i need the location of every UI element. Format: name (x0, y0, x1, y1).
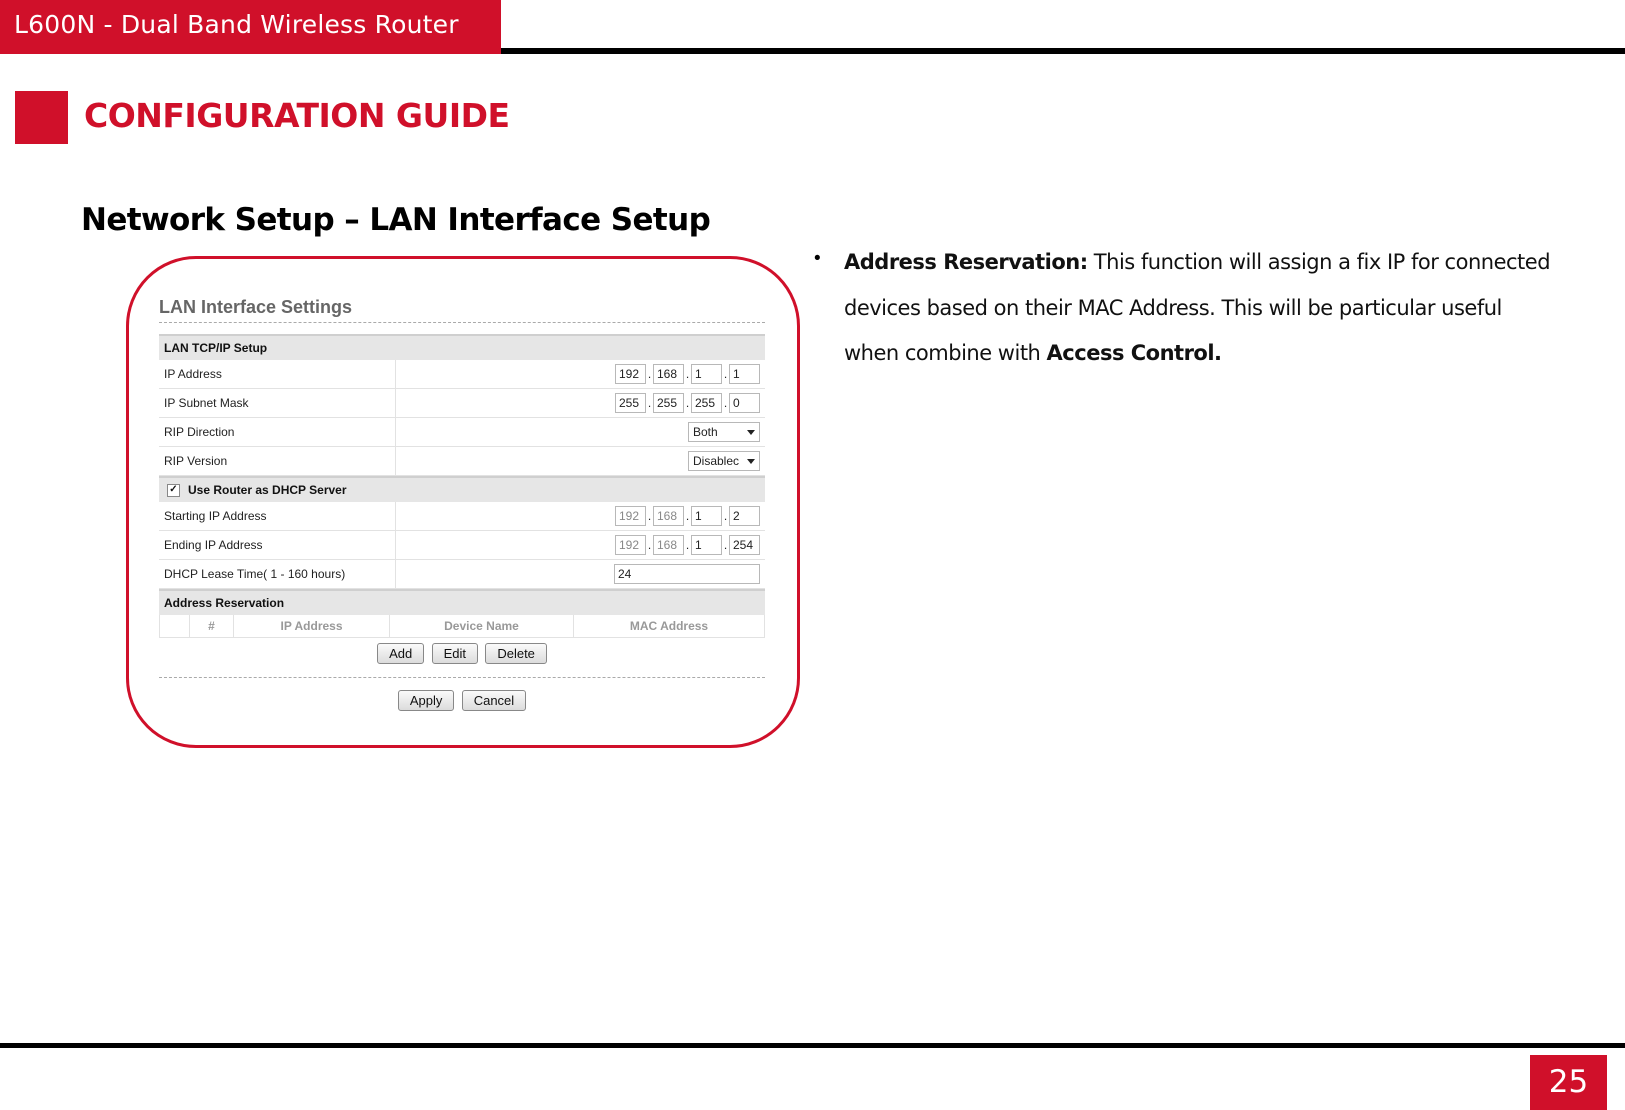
rip-version-value: Disablec (693, 454, 740, 468)
lease-time-label: DHCP Lease Time( 1 - 160 hours) (159, 560, 396, 588)
desc-line-1: This function will assign a fix IP for connected (1087, 250, 1551, 274)
add-button[interactable]: Add (377, 643, 424, 664)
ip-address-row: IP Address 192 . 168 . 1 . 1 (159, 360, 765, 389)
start-ip-label: Starting IP Address (159, 502, 396, 530)
divider (159, 322, 765, 323)
end-ip-octet-4[interactable]: 254 (729, 535, 760, 555)
res-col-device: Device Name (389, 615, 573, 637)
edit-button[interactable]: Edit (432, 643, 478, 664)
rip-direction-select[interactable] (688, 422, 760, 442)
end-ip-row: Ending IP Address 192 . 168 . 1 . 254 (159, 531, 765, 560)
start-ip-octet-1: 192 (615, 506, 646, 526)
ip-octet-3[interactable]: 1 (691, 364, 722, 384)
rip-version-row (159, 447, 765, 476)
bullet-icon: • (814, 248, 821, 269)
header-rule (501, 48, 1625, 54)
section-title: Network Setup – LAN Interface Setup (81, 202, 711, 238)
divider (159, 677, 765, 678)
cancel-button[interactable]: Cancel (462, 690, 526, 711)
lan-settings-panel (159, 295, 765, 711)
desc-line-2: devices based on their MAC Address. This will be particular useful (844, 295, 1502, 320)
subnet-mask-row: IP Subnet Mask 255 . 255 . 255 . 0 (159, 389, 765, 418)
panel-title: LAN Interface Settings (159, 297, 353, 317)
apply-button[interactable]: Apply (398, 690, 455, 711)
reservation-section-header: Address Reservation (159, 589, 765, 615)
subnet-mask-label: IP Subnet Mask (159, 389, 396, 417)
lease-time-input[interactable]: 24 (614, 564, 760, 584)
guide-title: CONFIGURATION GUIDE (84, 96, 510, 135)
rip-direction-label: RIP Direction (159, 418, 396, 446)
tcp-section-header: LAN TCP/IP Setup (159, 334, 765, 360)
rip-version-select[interactable] (688, 451, 760, 471)
ip-octet-1[interactable]: 192 (615, 364, 646, 384)
end-ip-label: Ending IP Address (159, 531, 396, 559)
reservation-buttons (159, 643, 765, 667)
start-ip-row: Starting IP Address 192 . 168 . 1 . 2 (159, 502, 765, 531)
start-ip-octet-2: 168 (653, 506, 684, 526)
res-col-index: # (189, 615, 233, 637)
ip-address-label: IP Address (159, 360, 396, 388)
start-ip-octet-3[interactable]: 1 (691, 506, 722, 526)
mask-octet-4[interactable]: 0 (729, 393, 760, 413)
page-number: 25 (1530, 1055, 1607, 1110)
ip-octet-2[interactable]: 168 (653, 364, 684, 384)
rip-direction-row (159, 418, 765, 447)
document-title: L600N - Dual Band Wireless Router (14, 10, 459, 39)
term-address-reservation: Address Reservation: (844, 250, 1088, 274)
dhcp-section-header (159, 476, 765, 502)
dhcp-checkbox[interactable]: ✓ (167, 484, 180, 497)
guide-marker (15, 91, 68, 144)
chevron-down-icon (747, 459, 755, 464)
dhcp-label: Use Router as DHCP Server (188, 483, 347, 497)
form-buttons (159, 690, 765, 711)
end-ip-octet-1: 192 (615, 535, 646, 555)
lease-time-row (159, 560, 765, 589)
start-ip-octet-4[interactable]: 2 (729, 506, 760, 526)
end-ip-octet-2: 168 (653, 535, 684, 555)
term-access-control: Access Control. (1046, 341, 1222, 365)
description-text (844, 240, 1564, 377)
res-col-mac: MAC Address (573, 615, 764, 637)
chevron-down-icon (747, 430, 755, 435)
mask-octet-1[interactable]: 255 (615, 393, 646, 413)
rip-direction-value: Both (693, 425, 718, 439)
mask-octet-2[interactable]: 255 (653, 393, 684, 413)
res-col-ip: IP Address (233, 615, 389, 637)
end-ip-octet-3[interactable]: 1 (691, 535, 722, 555)
mask-octet-3[interactable]: 255 (691, 393, 722, 413)
reservation-table-header (159, 615, 765, 638)
ip-octet-4[interactable]: 1 (729, 364, 760, 384)
desc-line-3: when combine with (844, 341, 1047, 365)
rip-version-label: RIP Version (159, 447, 396, 475)
footer-rule (0, 1043, 1625, 1048)
res-col-blank (160, 615, 189, 637)
delete-button[interactable]: Delete (485, 643, 547, 664)
